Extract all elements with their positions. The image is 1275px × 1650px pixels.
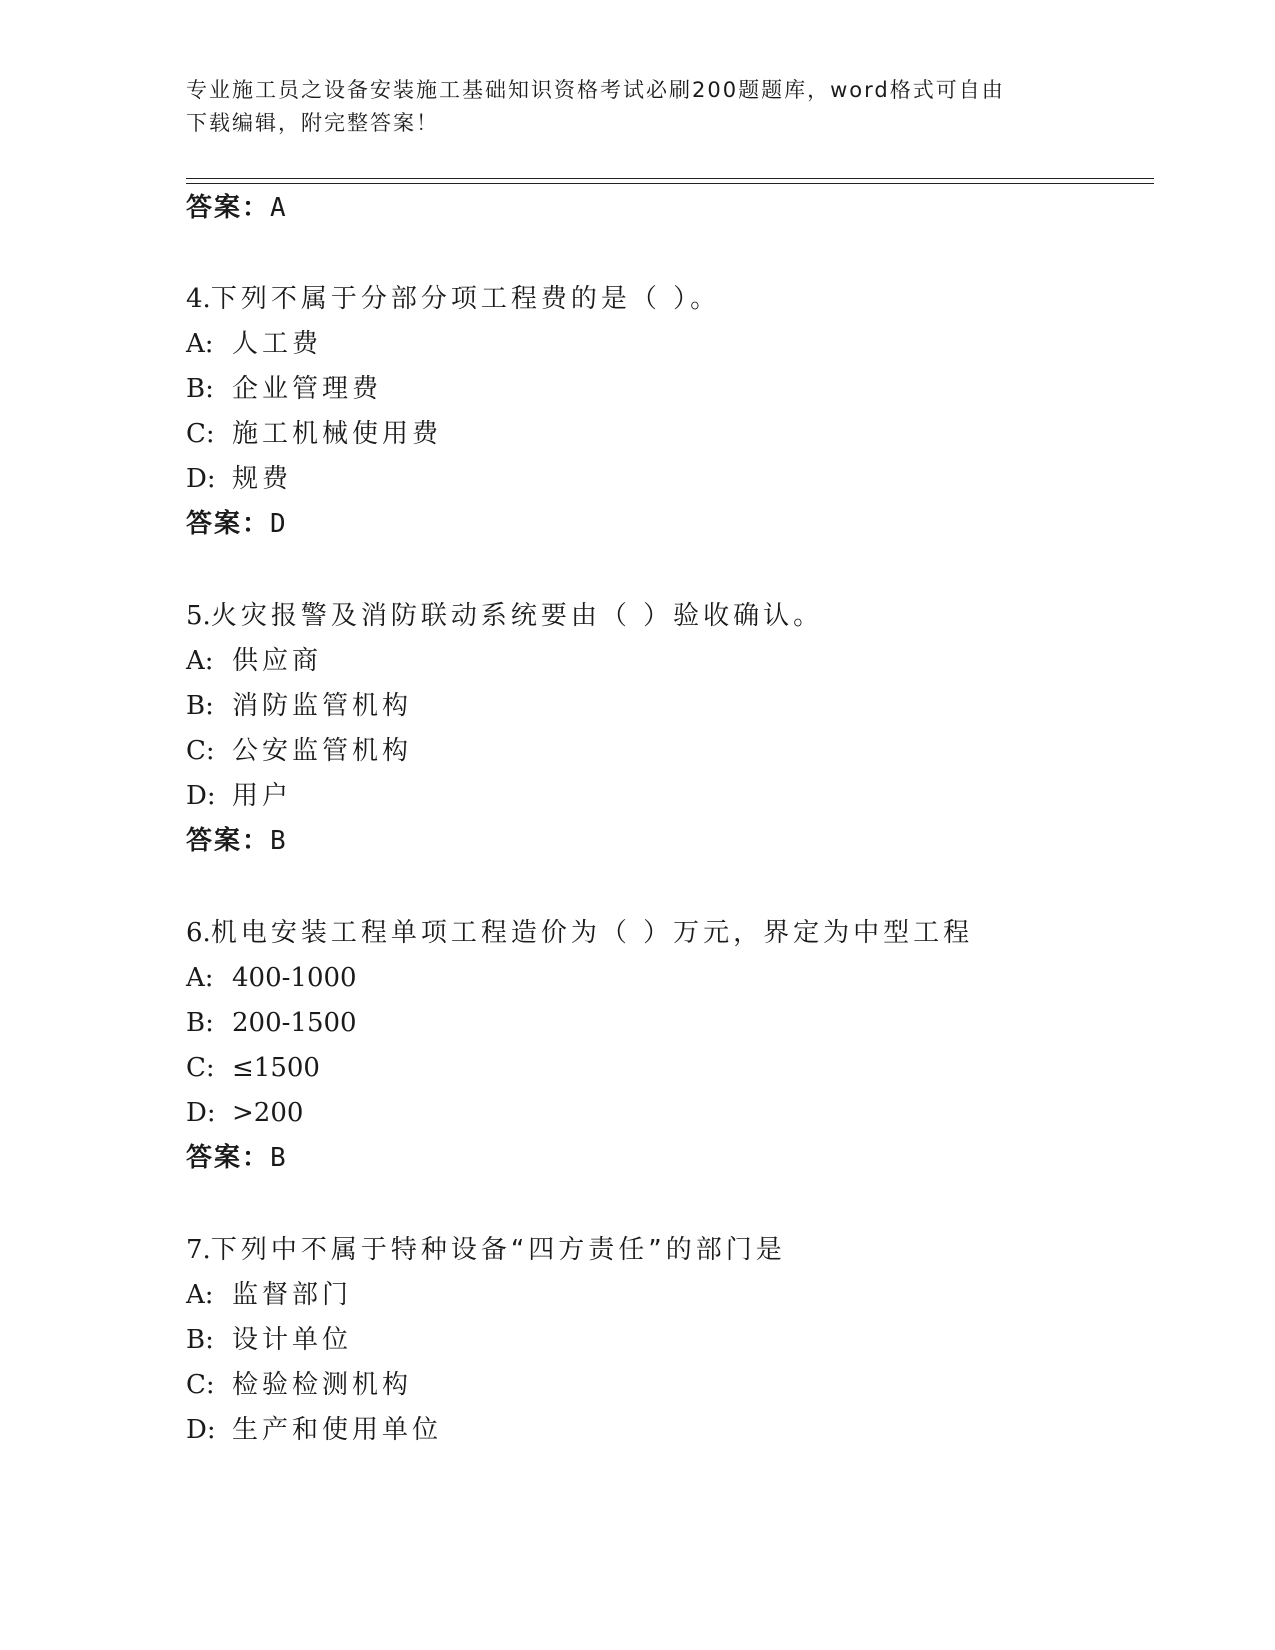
header-divider-bottom	[186, 183, 1154, 184]
option-key: C:	[186, 736, 215, 766]
question-5-option-d	[186, 780, 292, 812]
option-key: A:	[186, 1280, 214, 1310]
option-text: >200	[232, 1098, 304, 1128]
answer-value: B	[270, 1143, 286, 1173]
option-key: B:	[186, 691, 214, 721]
option-key: B:	[186, 374, 214, 404]
answer-line-4	[186, 508, 286, 540]
question-5	[186, 600, 823, 632]
question-7-option-c	[186, 1369, 412, 1401]
question-7	[186, 1234, 786, 1266]
answer-label: 答案：	[186, 509, 271, 539]
option-key: D:	[186, 464, 216, 494]
question-text: 机电安装工程单项工程造价为（ ）万元，界定为中型工程	[210, 918, 974, 948]
question-6-option-c	[186, 1052, 320, 1084]
question-7-option-a	[186, 1279, 352, 1311]
question-5-option-c	[186, 735, 412, 767]
question-5-option-a	[186, 645, 322, 677]
option-text: 用户	[232, 781, 293, 811]
option-key: A:	[186, 646, 214, 676]
question-4-option-b	[186, 373, 382, 405]
answer-label: 答案：	[186, 826, 271, 856]
option-key: C:	[186, 419, 215, 449]
option-text: 企业管理费	[232, 374, 383, 404]
question-4-option-a	[186, 328, 322, 360]
question-5-option-b	[186, 690, 412, 722]
answer-label: 答案：	[186, 193, 271, 223]
option-key: A:	[186, 963, 214, 993]
question-7-option-d	[186, 1414, 442, 1446]
option-text: 消防监管机构	[232, 691, 413, 721]
option-text: ≤1500	[232, 1053, 320, 1083]
question-number: 7.	[186, 1235, 211, 1265]
option-text: 人工费	[232, 329, 323, 359]
header-divider-top	[186, 178, 1154, 179]
question-text: 火灾报警及消防联动系统要由（ ）验收确认。	[210, 601, 824, 631]
option-key: C:	[186, 1370, 215, 1400]
option-text: 公安监管机构	[232, 736, 413, 766]
option-key: C:	[186, 1053, 215, 1083]
option-text: 规费	[232, 464, 293, 494]
question-6-option-b	[186, 1007, 357, 1039]
option-text: 200-1500	[232, 1008, 357, 1038]
question-6	[186, 917, 973, 949]
option-text: 400-1000	[232, 963, 357, 993]
question-6-option-a	[186, 962, 357, 994]
answer-line-prev	[186, 192, 286, 224]
option-key: D:	[186, 1415, 216, 1445]
document-header	[186, 74, 1086, 140]
question-text: 下列中不属于特种设备“四方责任”的部门是	[210, 1235, 786, 1265]
question-7-option-b	[186, 1324, 352, 1356]
option-text: 生产和使用单位	[232, 1415, 443, 1445]
header-line-1: 专业施工员之设备安装施工基础知识资格考试必刷200题题库，word格式可自由	[186, 78, 1005, 102]
question-text: 下列不属于分部分项工程费的是（ ）。	[210, 284, 721, 314]
option-key: B:	[186, 1008, 214, 1038]
header-line-2: 下载编辑，附完整答案！	[186, 111, 439, 135]
option-key: B:	[186, 1325, 214, 1355]
question-4	[186, 283, 720, 315]
answer-value: A	[270, 193, 286, 223]
answer-label: 答案：	[186, 1143, 271, 1173]
option-key: D:	[186, 781, 216, 811]
question-4-option-d	[186, 463, 292, 495]
answer-value: B	[270, 826, 286, 856]
answer-line-5	[186, 825, 286, 857]
option-key: D:	[186, 1098, 216, 1128]
question-4-option-c	[186, 418, 442, 450]
option-key: A:	[186, 329, 214, 359]
option-text: 设计单位	[232, 1325, 353, 1355]
answer-value: D	[270, 509, 286, 539]
option-text: 供应商	[232, 646, 323, 676]
option-text: 施工机械使用费	[232, 419, 443, 449]
question-number: 6.	[186, 918, 211, 948]
option-text: 监督部门	[232, 1280, 353, 1310]
question-number: 5.	[186, 601, 211, 631]
question-6-option-d	[186, 1097, 303, 1129]
option-text: 检验检测机构	[232, 1370, 413, 1400]
answer-line-6	[186, 1142, 286, 1174]
question-number: 4.	[186, 284, 211, 314]
